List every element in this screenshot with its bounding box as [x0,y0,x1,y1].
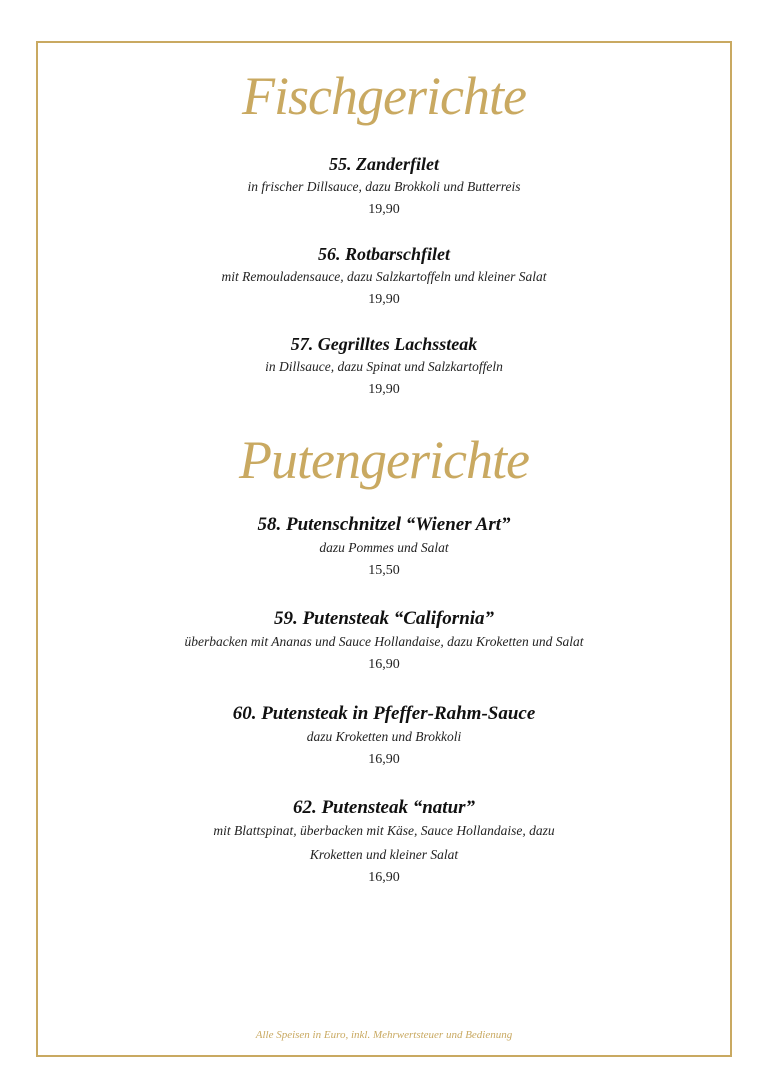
dish-name: 59. Putensteak “California” [273,608,495,629]
menu-item [60,333,708,401]
dish-description: mit Remouladensauce, dazu Salzkartoffeln und kleiner Salat [221,269,547,284]
dish-name: 56. Rotbarschfilet [317,244,450,264]
section-title-fischgerichte: Fischgerichte [242,66,526,126]
dish-name: 58. Putenschnitzel “Wiener Art” [257,514,511,535]
footer-note: Alle Speisen in Euro, inkl. Mehrwertsteuer und Bedienung [255,1029,513,1041]
dish-description: in frischer Dillsauce, dazu Brokkoli und Butterreis [247,179,521,194]
dish-description: mit Blattspinat, überbacken mit Käse, Sauce Hollandaise, dazu [213,823,555,838]
dish-name: 55. Zanderfilet [329,154,439,174]
menu-item [60,243,708,311]
dish-description-continued: Kroketten und kleiner Salat [309,847,459,862]
dish-description: dazu Pommes und Salat [319,540,449,555]
dish-name: 60. Putensteak in Pfeffer-Rahm-Sauce [232,703,536,724]
dish-description: dazu Kroketten und Brokkoli [306,729,462,744]
dish-name: 62. Putensteak “natur” [292,797,476,818]
dish-description: überbacken mit Ananas und Sauce Hollandaise, dazu Kroketten und Salat [184,634,584,649]
dish-price: 16,90 [368,752,400,767]
dish-price: 16,90 [368,870,400,885]
menu-item [60,797,708,889]
menu-item [60,703,708,771]
dish-price: 19,90 [368,202,400,217]
menu-item [60,608,708,676]
menu-item [60,153,708,221]
dish-price: 16,90 [368,657,400,672]
section-title-putengerichte: Putengerichte [239,430,529,490]
dish-price: 19,90 [368,292,400,307]
menu-item [60,514,708,582]
dish-price: 15,50 [368,563,400,578]
dish-price: 19,90 [368,382,400,397]
dish-description: in Dillsauce, dazu Spinat und Salzkartoffeln [265,359,503,374]
dish-name: 57. Gegrilltes Lachssteak [290,334,478,354]
